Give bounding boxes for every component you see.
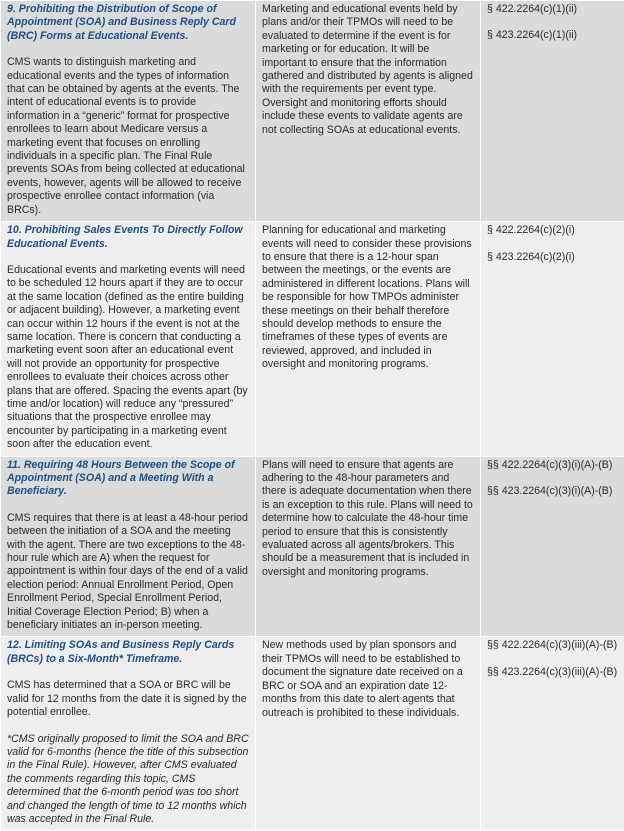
table-row <box>1 1 624 222</box>
provision-title: 11. Requiring 48 Hours Between the Scope of Appointment (SOA) and a Meeting With a Beneficiary. <box>7 459 249 499</box>
impact-cell <box>256 1 481 222</box>
impact-cell <box>256 456 481 637</box>
citation-423: § 423.2264(c)(1)(ii) <box>487 29 618 42</box>
impact-text: Planning for educational and marketing events will need to consider these provisions to ensure that there is a 12-hour span between the meetings, or the events are administered in different locations. Plans will be responsible for how TMPOs administer these meetings on their behalf therefore should develop methods to ensure the timeframes of these types of events are reviewed, approved, and included in oversight and monitoring programs. <box>262 224 474 371</box>
table-row <box>1 456 624 637</box>
citation-cell <box>481 637 624 831</box>
citation-422: § 422.2264(c)(1)(ii) <box>487 3 618 16</box>
provision-title: 12. Limiting SOAs and Business Reply Cards (BRCs) to a Six-Month* Timeframe. <box>7 639 249 666</box>
impact-text: Marketing and educational events held by plans and/or their TPMOs will need to be evaluated to determine if the event is for marketing or for education. It will be important to ensure that the information gathered and distributed by agents is aligned with the requirements per event type. Oversight and monitoring efforts should include these events to validate agents are not collecting SOAs at educational events. <box>262 3 474 137</box>
provision-title: 10. Prohibiting Sales Events To Directly Follow Educational Events. <box>7 224 249 251</box>
citation-423: §§ 423.2264(c)(3)(iii)(A)-(B) <box>487 666 618 679</box>
provision-title: 9. Prohibiting the Distribution of Scope of Appointment (SOA) and Business Reply Card (BRC) Forms at Educational Events. <box>7 3 249 43</box>
citation-422: § 422.2264(c)(2)(i) <box>487 224 618 237</box>
citation-422: §§ 422.2264(c)(3)(i)(A)-(B) <box>487 459 618 472</box>
impact-text: Plans will need to ensure that agents are adhering to the 48-hour parameters and there is adequate documentation when there is an exception to this rule. Plans will need to determine how to calculate the 48-hour time period to ensure that this is consistently evaluated across all agents/brokers. This should be a measurement that is included in oversight and monitoring programs. <box>262 459 474 580</box>
impact-text: New methods used by plan sponsors and their TPMOs will need to be established to document the signature date received on a BRC or SOA and an expiration date 12-months from this date to alert agents that outreach is prohibited to these individuals. <box>262 639 474 719</box>
provision-cell <box>1 222 256 457</box>
provision-footnote: *CMS originally proposed to limit the SOA and BRC valid for 6-months (hence the title of this subsection in the Final Rule). However, after CMS evaluated the comments regarding this topic, CMS determined that the 6-month period was too short and changed the length of time to 12 months which was accepted in the Final Rule. <box>7 733 249 827</box>
citation-423: § 423.2264(c)(2)(i) <box>487 251 618 264</box>
citation-422: §§ 422.2264(c)(3)(iii)(A)-(B) <box>487 639 618 652</box>
provision-cell <box>1 456 256 637</box>
table-row <box>1 222 624 457</box>
citation-cell <box>481 456 624 637</box>
citation-cell <box>481 222 624 457</box>
impact-cell <box>256 222 481 457</box>
provision-body: Educational events and marketing events will need to be scheduled 12 hours apart if they are to occur at the same location (defined as the entire building or adjacent building). However, a marketing event can occur within 12 hours if the event is not at the same location. There is concern that conducting a marketing event soon after an educational event will not provide an opportunity for prospective enrollees to evaluate their choices across other plans that are offered. Spacing the events apart (by time and/or location) will reduce any “pressured” situations that the prospective enrollee may encounter by participating in a marketing event soon after the education event. <box>7 264 249 452</box>
provision-cell <box>1 1 256 222</box>
impact-cell <box>256 637 481 831</box>
provision-body: CMS wants to distinguish marketing and educational events and the types of information that can be obtained by agents at the events. The intent of educational events is to provide information in a “generic” format for prospective enrollees to learn about Medicare versus a marketing event that focuses on enrolling individuals in a specific plan. The Final Rule prevents SOAs from being collected at educational events, however, agents will be allowed to receive prospective enrollee contact information (via BRCs). <box>7 56 249 217</box>
provision-body: CMS requires that there is at least a 48-hour period between the initiation of a SOA and the meeting with the agent. There are two exceptions to the 48-hour rule which are A) when the request for appointment is within four days of the end of a valid election period: Annual Enrollment Period, Open Enrollment Period, Special Enrollment Period, Initial Coverage Election Period; B) when a beneficiary initiates an in-person meeting. <box>7 512 249 633</box>
citation-cell <box>481 1 624 222</box>
provision-body: CMS has determined that a SOA or BRC will be valid for 12 months from the date it is signed by the potential enrollee. <box>7 679 249 719</box>
provision-cell <box>1 637 256 831</box>
citation-423: §§ 423.2264(c)(3)(i)(A)-(B) <box>487 485 618 498</box>
table-row <box>1 637 624 831</box>
